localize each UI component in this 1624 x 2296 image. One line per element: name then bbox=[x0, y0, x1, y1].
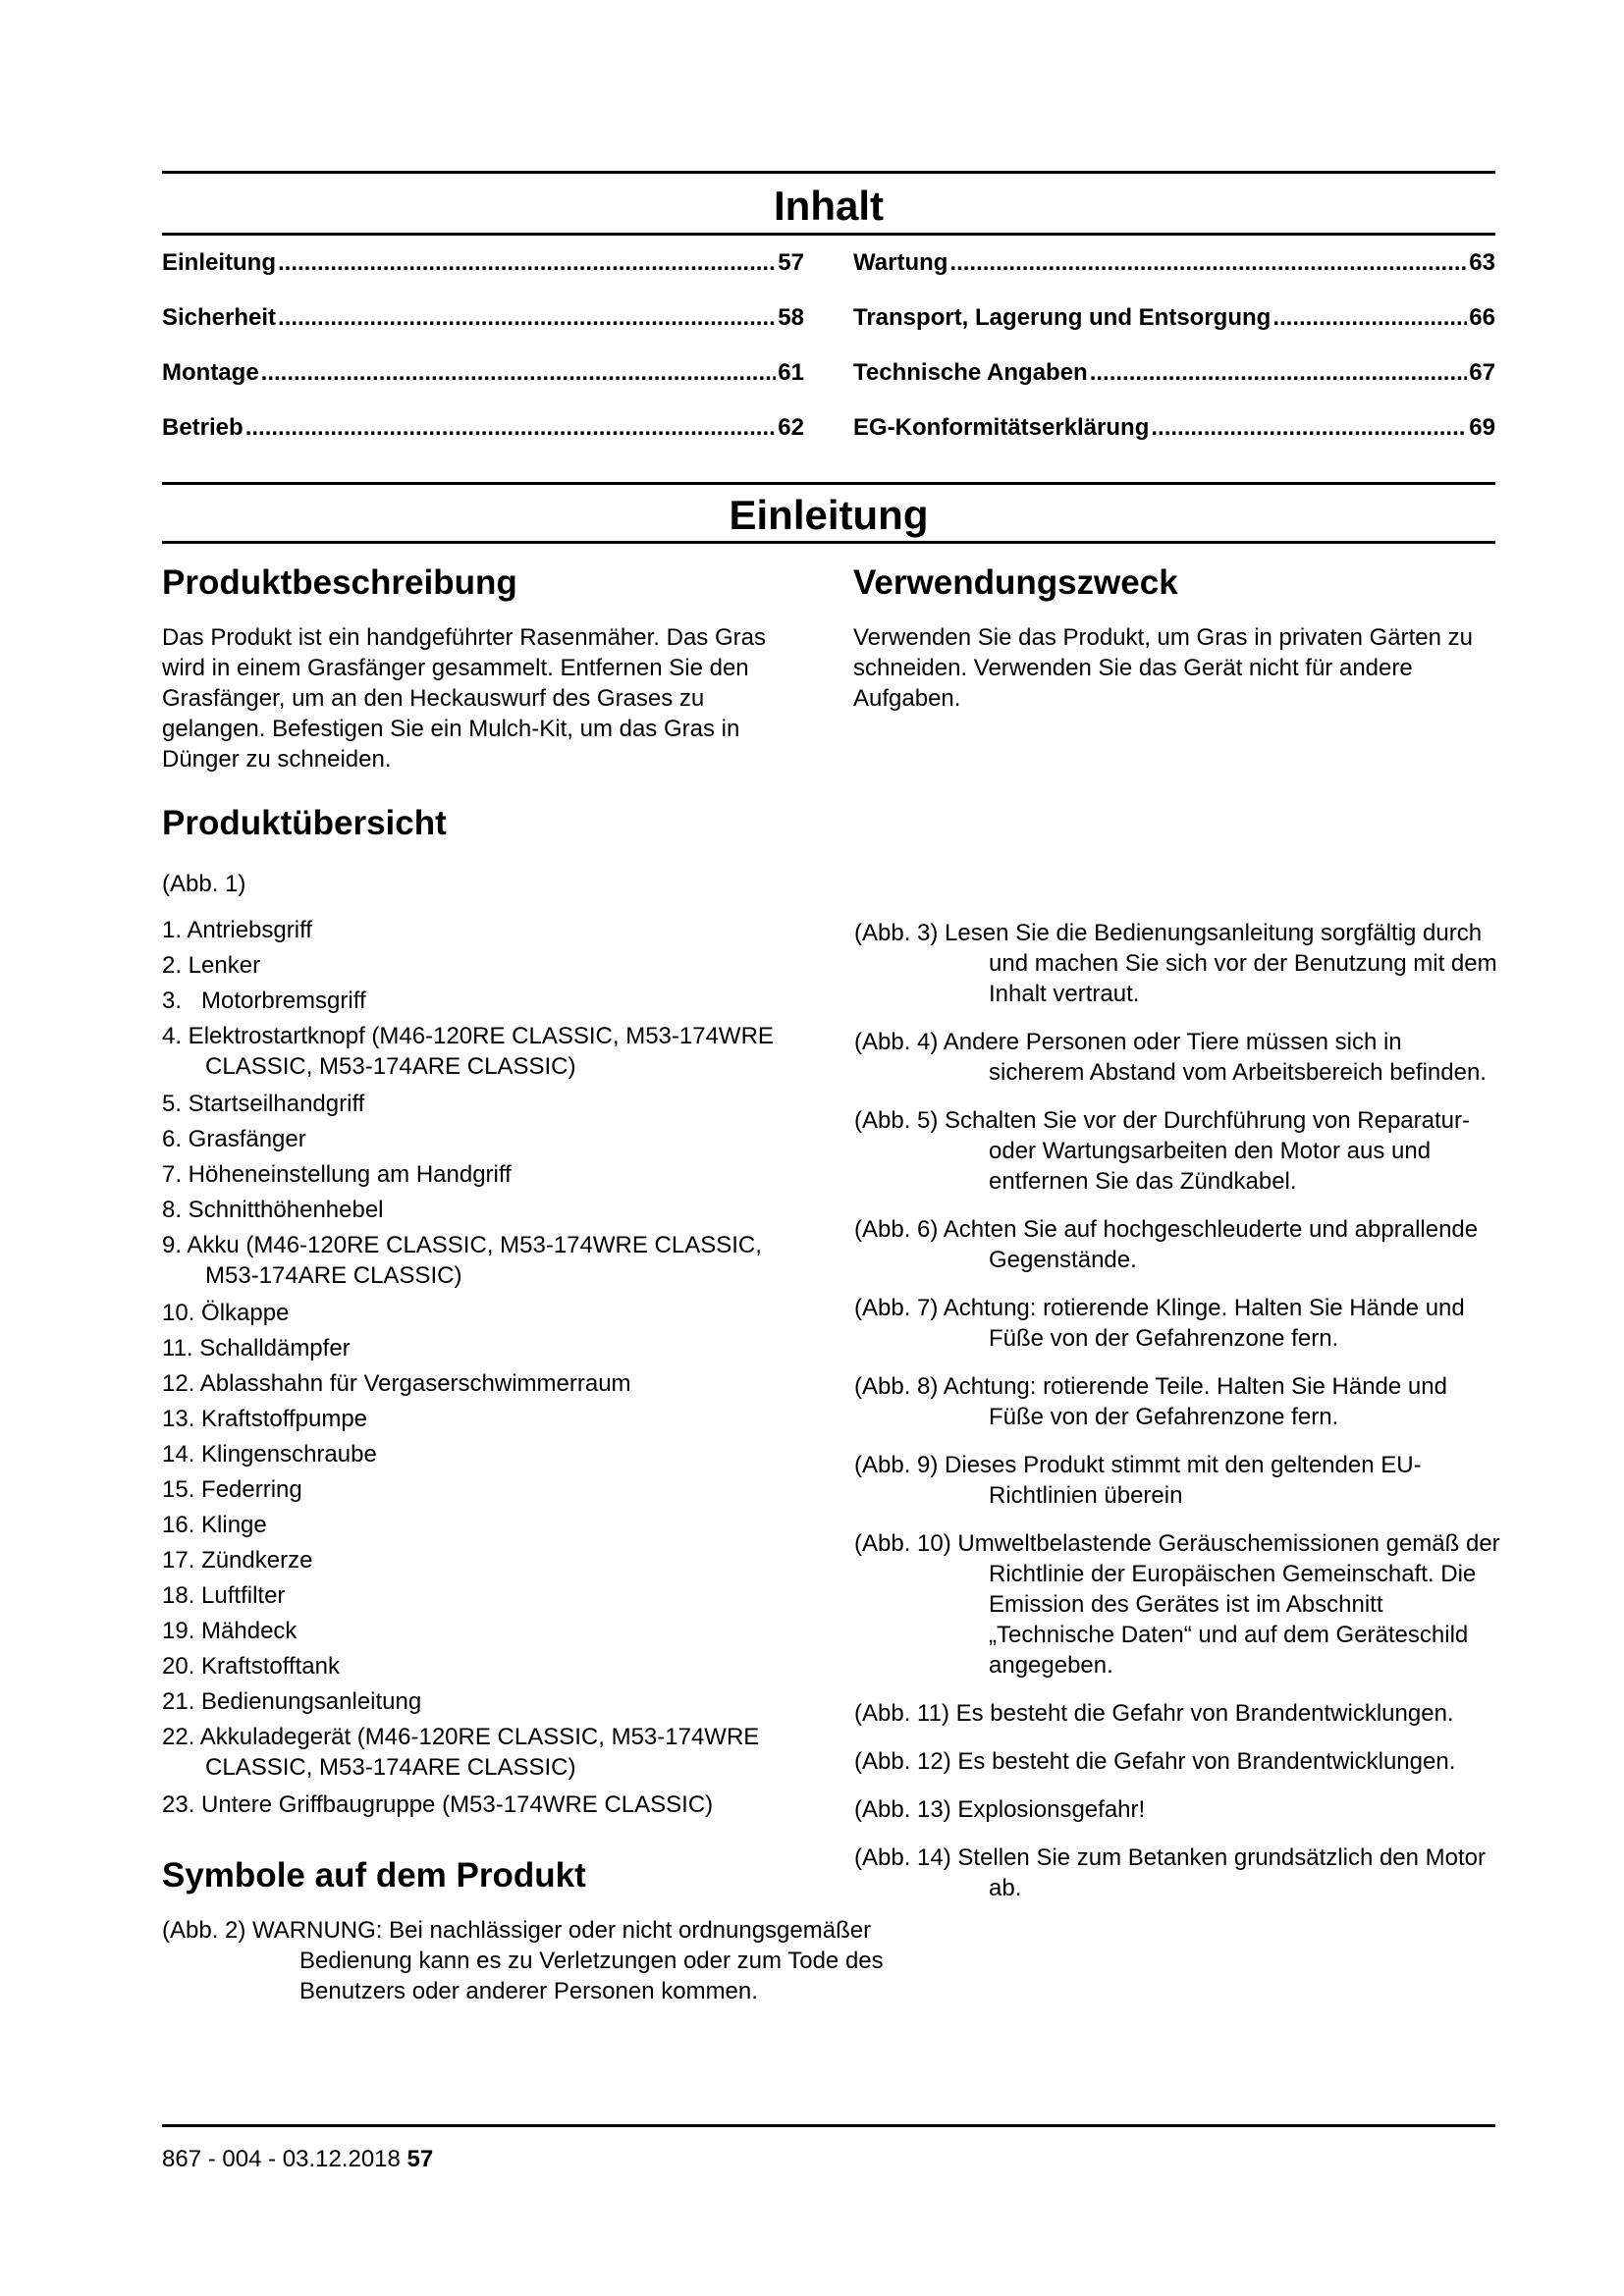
text-verwendungszweck: Verwenden Sie das Produkt, um Gras in privaten Gärten zu schneiden. Verwenden Sie das Gerät nicht für andere Aufgaben. bbox=[853, 624, 1473, 712]
figure-ref-abb1: (Abb. 1) bbox=[162, 871, 246, 897]
toc-entry[interactable] bbox=[162, 414, 804, 469]
toc-entry-page: 67 bbox=[1469, 359, 1495, 386]
symbol-item: (Abb. 4) Andere Personen oder Tiere müssen sich in sicherem Abstand vom Arbeitsbereich befinden. bbox=[854, 1029, 1487, 1086]
toc-title-rule bbox=[162, 233, 1495, 236]
toc-title: Inhalt bbox=[774, 183, 884, 229]
section-top-rule bbox=[162, 482, 1495, 485]
toc-entry[interactable] bbox=[853, 249, 1495, 304]
toc-entry-page: 58 bbox=[778, 304, 804, 331]
toc-entry-page: 69 bbox=[1469, 414, 1495, 441]
toc-entry-title: Betrieb bbox=[162, 414, 244, 441]
list-item: 8. Schnitthöhenhebel bbox=[162, 1197, 384, 1223]
symbol-item: (Abb. 9) Dieses Produkt stimmt mit den geltenden EU-Richtlinien überein bbox=[854, 1452, 1422, 1509]
toc-entry-page: 61 bbox=[778, 359, 804, 386]
toc-dots bbox=[1090, 359, 1468, 387]
list-item: 18. Luftfilter bbox=[162, 1582, 286, 1609]
toc-dots bbox=[261, 359, 777, 387]
list-item: 16. Klinge bbox=[162, 1512, 267, 1538]
toc-dots bbox=[278, 304, 776, 332]
toc-entry-title: Einleitung bbox=[162, 249, 276, 276]
symbol-item: (Abb. 7) Achtung: rotierende Klinge. Halten Sie Hände und Füße von der Gefahrenzone fern. bbox=[854, 1295, 1465, 1352]
toc-entry-title: EG-Konformitätserklärung bbox=[853, 414, 1150, 441]
symbol-item: (Abb. 11) Es besteht die Gefahr von Brandentwicklungen. bbox=[854, 1700, 1454, 1727]
toc-entry[interactable] bbox=[162, 304, 804, 359]
footer-doc-code: 867 - 004 - 03.12.2018 bbox=[162, 2146, 401, 2172]
list-item: 1. Antriebsgriff bbox=[162, 917, 312, 943]
toc-entry-page: 57 bbox=[778, 249, 804, 276]
list-item: 22. Akkuladegerät (M46-120RE CLASSIC, M53-174WRE CLASSIC, M53-174ARE CLASSIC) bbox=[162, 1724, 760, 1781]
list-item: 11. Schalldämpfer bbox=[162, 1335, 351, 1362]
symbol-item: (Abb. 5) Schalten Sie vor der Durchführung von Reparatur- oder Wartungsarbeiten den Motor aus und entfernen Sie das Zündkabel. bbox=[854, 1107, 1470, 1195]
list-item: 20. Kraftstofftank bbox=[162, 1653, 340, 1680]
heading-verwendungszweck: Verwendungszweck bbox=[853, 563, 1178, 602]
list-item: 9. Akku (M46-120RE CLASSIC, M53-174WRE CLASSIC, M53-174ARE CLASSIC) bbox=[162, 1232, 762, 1289]
section-title-rule bbox=[162, 541, 1495, 544]
toc-entry-title: Sicherheit bbox=[162, 304, 277, 331]
list-item: 2. Lenker bbox=[162, 952, 261, 979]
list-item: 3. Motorbremsgriff bbox=[162, 988, 366, 1014]
toc-entry-page: 62 bbox=[778, 414, 804, 441]
toc-left-column bbox=[162, 249, 804, 469]
list-item: 13. Kraftstoffpumpe bbox=[162, 1406, 368, 1432]
list-item: 10. Ölkappe bbox=[162, 1300, 290, 1326]
list-item: 14. Klingenschraube bbox=[162, 1441, 377, 1468]
heading-produktuebersicht: Produktübersicht bbox=[162, 804, 447, 842]
toc-entry-title: Technische Angaben bbox=[853, 359, 1088, 386]
list-item: 12. Ablasshahn für Vergaserschwimmerraum bbox=[162, 1370, 631, 1397]
list-item: 6. Grasfänger bbox=[162, 1126, 306, 1152]
toc-entry[interactable] bbox=[853, 304, 1495, 359]
toc-entry-page: 63 bbox=[1469, 249, 1495, 276]
symbol-item: (Abb. 10) Umweltbelastende Geräuschemissionen gemäß der Richtlinie der Europäischen Gemeinschaft. Die Emission des Gerätes ist im Abschnitt „Technische Daten“ und auf dem Geräteschild angegeben. bbox=[854, 1530, 1500, 1679]
page-number: 57 bbox=[406, 2146, 434, 2172]
symbol-list bbox=[854, 918, 1502, 1921]
product-parts-list bbox=[162, 915, 810, 1825]
symbol-item: (Abb. 12) Es besteht die Gefahr von Brandentwicklungen. bbox=[854, 1748, 1456, 1775]
toc-entry[interactable] bbox=[162, 359, 804, 414]
list-item: 4. Elektrostartknopf (M46-120RE CLASSIC, M53-174WRE CLASSIC, M53-174ARE CLASSIC) bbox=[162, 1023, 774, 1080]
toc-dots bbox=[1151, 414, 1467, 442]
toc-entry[interactable] bbox=[853, 359, 1495, 414]
toc-entry[interactable] bbox=[853, 414, 1495, 469]
toc-entry[interactable] bbox=[162, 249, 804, 304]
symbol-item: (Abb. 3) Lesen Sie die Bedienungsanleitung sorgfältig durch und machen Sie sich vor der Benutzung mit dem Inhalt vertraut. bbox=[854, 920, 1497, 1007]
toc-entry-page: 66 bbox=[1469, 304, 1495, 331]
toc-entry-title: Transport, Lagerung und Entsorgung bbox=[853, 304, 1272, 331]
toc-dots bbox=[278, 249, 776, 277]
list-item: 15. Federring bbox=[162, 1476, 302, 1503]
list-item: 21. Bedienungsanleitung bbox=[162, 1688, 422, 1715]
page-footer bbox=[162, 2145, 433, 2174]
section-title: Einleitung bbox=[729, 492, 929, 538]
list-item: 5. Startseilhandgriff bbox=[162, 1091, 365, 1117]
footer-rule bbox=[162, 2124, 1495, 2127]
toc-dots bbox=[1272, 304, 1467, 332]
toc-entry-title: Montage bbox=[162, 359, 259, 386]
top-rule bbox=[162, 171, 1495, 174]
list-item: 7. Höheneinstellung am Handgriff bbox=[162, 1161, 512, 1188]
toc-entry-title: Wartung bbox=[853, 249, 948, 276]
toc-dots bbox=[949, 249, 1467, 277]
heading-produktbeschreibung: Produktbeschreibung bbox=[162, 563, 517, 602]
list-item: 17. Zündkerze bbox=[162, 1547, 313, 1574]
symbol-item: (Abb. 14) Stellen Sie zum Betanken grundsätzlich den Motor ab. bbox=[854, 1844, 1487, 1901]
list-item: 23. Untere Griffbaugruppe (M53-174WRE CLASSIC) bbox=[162, 1791, 714, 1818]
symbol-abb2: (Abb. 2) WARNUNG: Bei nachlässiger oder nicht ordnungsgemäßer Bedienung kann es zu Verletzungen oder zum Tode des Benutzers oder anderer Personen kommen. bbox=[162, 1917, 884, 2004]
text-produktbeschreibung: Das Produkt ist ein handgeführter Rasenmäher. Das Gras wird in einem Grasfänger gesammelt. Entfernen Sie den Grasfänger, um an den Heckauswurf des Grases zu gelangen. Befestigen Sie ein Mulch-Kit, um das Gras in Dünger zu schneiden. bbox=[162, 624, 766, 773]
symbol-item: (Abb. 6) Achten Sie auf hochgeschleuderte und abprallende Gegenstände. bbox=[854, 1216, 1479, 1273]
heading-symbole: Symbole auf dem Produkt bbox=[162, 1856, 586, 1895]
symbol-item: (Abb. 13) Explosionsgefahr! bbox=[854, 1796, 1146, 1823]
toc-right-column bbox=[853, 249, 1495, 469]
symbol-item: (Abb. 8) Achtung: rotierende Teile. Halten Sie Hände und Füße von der Gefahrenzone fern. bbox=[854, 1373, 1447, 1430]
list-item: 19. Mähdeck bbox=[162, 1618, 298, 1644]
toc-dots bbox=[245, 414, 777, 442]
